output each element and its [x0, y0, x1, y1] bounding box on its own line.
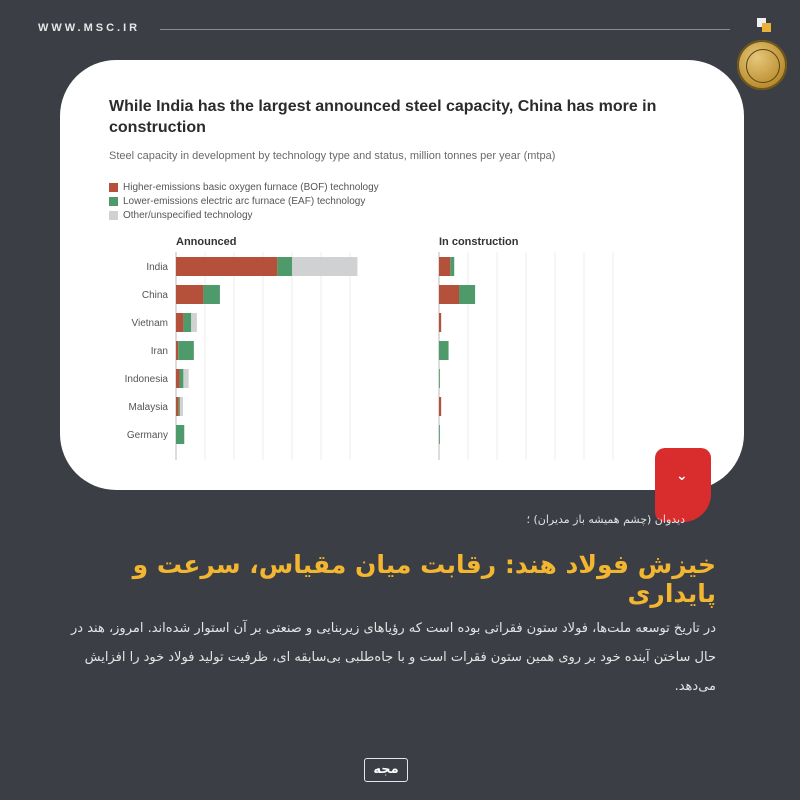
bar-segment	[439, 285, 459, 304]
legend-label-eaf: Lower-emissions electric arc furnace (EAF) technology	[123, 195, 366, 207]
body-text: در تاریخ توسعه ملت‌ها، فولاد ستون فقراتی بوده است که رؤیاهای زیربنایی و صنعتی بر آن استوار شده‌اند. امروز، هند در حال ساختن آینده خود بر روی همین ستون فقرات است و با جاه‌طلبی بی‌سابقه ای، ظرفیت تولید فولاد خود را افزایش می‌دهد.	[71, 621, 716, 694]
bar-segment	[180, 397, 183, 416]
bar-segment	[183, 313, 191, 332]
chart-card	[60, 60, 744, 490]
chart-title: While India has the largest announced steel capacity, China has more in construction	[109, 98, 657, 136]
category-label: China	[141, 290, 168, 301]
category-label: India	[146, 262, 168, 273]
red-badge	[655, 448, 711, 522]
header-divider	[160, 29, 730, 30]
bar-segment	[450, 257, 454, 276]
legend-label-bof: Higher-emissions basic oxygen furnace (BOF) technology	[123, 181, 379, 193]
category-label: Iran	[150, 346, 168, 357]
chart-subtitle: Steel capacity in development by technology type and status, million tonnes per year (mtpa)	[109, 150, 556, 162]
panel-title-construction: In construction	[439, 236, 519, 248]
chevron-down-icon: ⌄	[676, 468, 688, 484]
bar-segment	[292, 257, 357, 276]
bar-segment	[179, 369, 183, 388]
caption: دیدوان (چشم همیشه باز مدیران) ؛	[526, 513, 685, 526]
bar-segment	[176, 397, 179, 416]
gold-seal-icon	[737, 40, 787, 90]
bar-segment	[183, 369, 188, 388]
site-url[interactable]: WWW.MSC.IR	[38, 22, 141, 34]
brand-squares-icon	[757, 18, 773, 34]
category-label: Indonesia	[124, 374, 168, 385]
bar-segment	[459, 285, 475, 304]
bar-segment	[176, 341, 178, 360]
bar-segment	[176, 257, 277, 276]
panel-title-announced: Announced	[176, 236, 237, 248]
bar-segment	[439, 341, 449, 360]
bar-segment	[439, 369, 440, 388]
footer-logo: مجه	[364, 758, 408, 782]
bar-segment	[179, 397, 180, 416]
bar-segment	[439, 425, 440, 444]
headline: خیزش فولاد هند: رقابت میان مقیاس، سرعت و پایداری	[132, 550, 716, 608]
bar-segment	[203, 285, 220, 304]
bar-segment	[176, 285, 203, 304]
category-label: Vietnam	[131, 318, 168, 329]
bar-chart	[60, 60, 744, 490]
bar-segment	[176, 369, 179, 388]
category-label: Germany	[126, 430, 168, 441]
bar-segment	[178, 341, 194, 360]
bar-segment	[176, 313, 183, 332]
bar-segment	[191, 313, 197, 332]
bar-segment	[439, 313, 441, 332]
bar-segment	[277, 257, 292, 276]
category-label: Malaysia	[128, 402, 168, 413]
bar-segment	[439, 257, 450, 276]
legend-label-other: Other/unspecified technology	[123, 209, 253, 221]
bar-segment	[176, 425, 184, 444]
bar-segment	[439, 397, 441, 416]
